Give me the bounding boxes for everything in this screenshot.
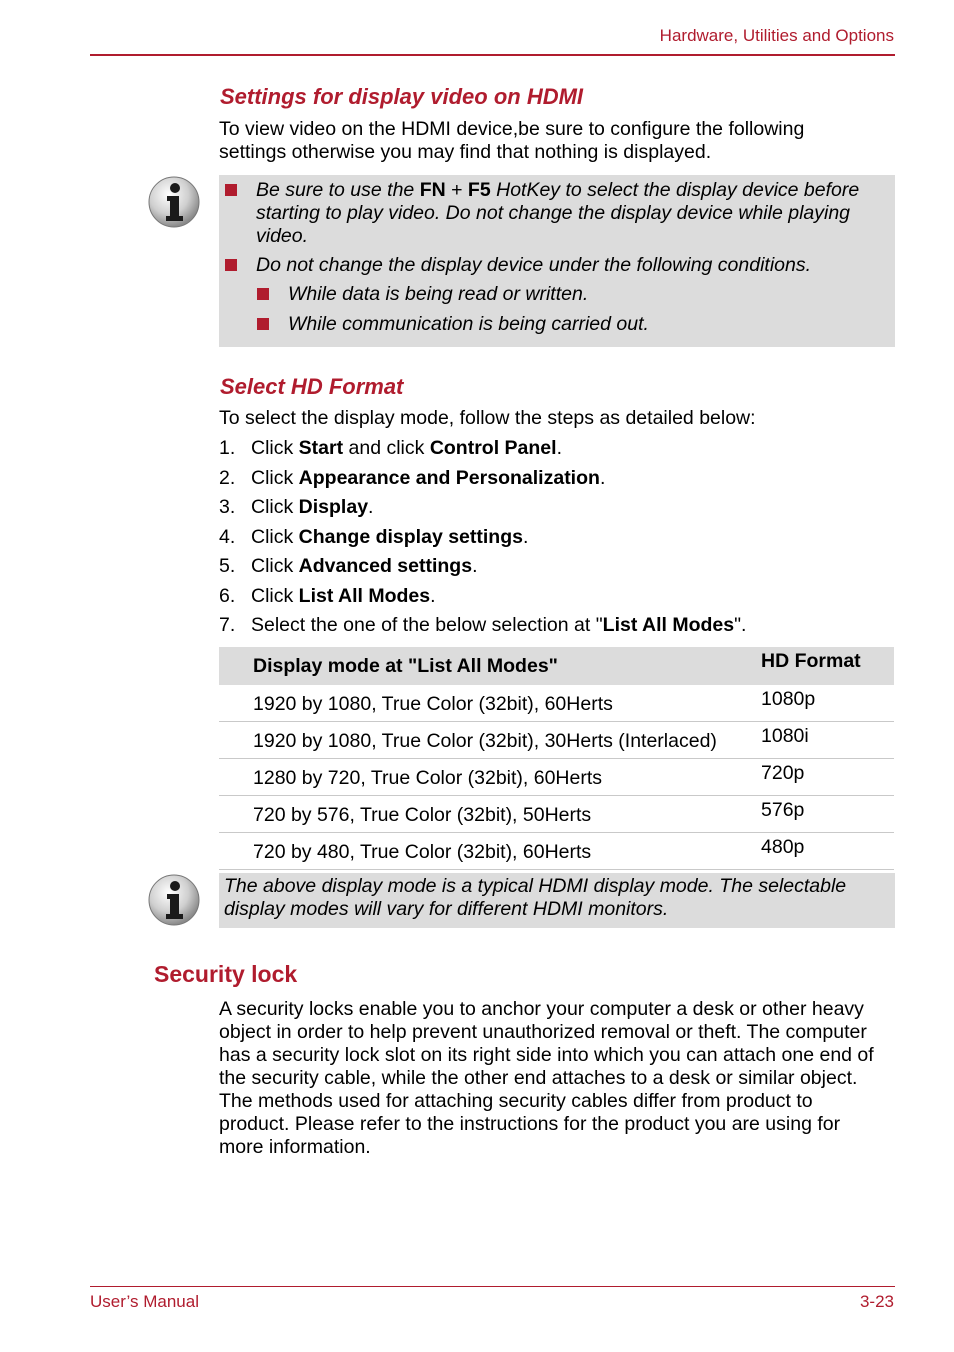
note-bullet: Do not change the display device under the following conditions. (256, 254, 812, 276)
security-line: has a security lock slot on its right side into which you can attach one end of (219, 1044, 874, 1066)
step-number: 7. (219, 614, 236, 636)
running-header: Hardware, Utilities and Options (659, 26, 894, 45)
hdmi-intro-line: To view video on the HDMI device,be sure to configure the following (219, 118, 805, 140)
table-cell: 1920 by 1080, True Color (32bit), 60Herts (219, 685, 761, 722)
table-row (219, 722, 894, 759)
security-line: the security cable, while the other end attaches to a desk or similar object. (219, 1067, 858, 1089)
security-line: more information. (219, 1136, 371, 1158)
step-fragment: and click (343, 437, 430, 459)
step-fragment: Select the one of the below selection at " (251, 614, 603, 636)
hd-format-intro: To select the display mode, follow the steps as detailed below: (219, 407, 756, 429)
table-cell: 720 by 480, True Color (32bit), 60Herts (219, 833, 761, 870)
footer-rule (90, 1286, 895, 1287)
f5-key: F5 (467, 179, 491, 201)
step-fragment: . (522, 525, 529, 548)
note-line: display modes will vary for different HDMI monitors. (224, 898, 669, 920)
note-text: Be sure to use the (256, 179, 420, 201)
footer-manual-title: User’s Manual (90, 1292, 199, 1311)
note-line: The above display mode is a typical HDMI display mode. The selectable (224, 875, 847, 897)
step-number: 5. (219, 555, 236, 577)
bullet-square (225, 259, 237, 271)
step-ui-term: Start (298, 437, 344, 459)
step-fragment: ". (734, 614, 747, 636)
step-fragment: . (556, 437, 562, 459)
step-fragment: . (430, 584, 436, 607)
info-icon (148, 874, 200, 926)
step-text (251, 437, 562, 460)
step-fragment: . (472, 555, 478, 577)
note-text: starting to play video. Do not change the display device while playing (256, 202, 851, 224)
note-text: HotKey to select the display device before (490, 179, 860, 201)
step-ui-term: Advanced settings (298, 555, 473, 577)
security-heading: Security lock (154, 961, 298, 987)
table-cell: 480p (761, 833, 894, 870)
bullet-square (225, 184, 237, 196)
table-cell: 1080p (761, 685, 894, 722)
security-line: A security locks enable you to anchor your computer a desk or other heavy (219, 998, 864, 1020)
table-cell: 1280 by 720, True Color (32bit), 60Herts (219, 759, 761, 796)
hdmi-intro (219, 118, 899, 164)
table-row (219, 685, 894, 722)
sub-bullet-square (257, 288, 269, 300)
security-line: object in order to help prevent unauthorized removal or theft. The computer (219, 1021, 867, 1043)
security-line: product. Please refer to the instructions for the product you are using for (219, 1113, 841, 1135)
hdmi-heading: Settings for display video on HDMI (220, 84, 584, 109)
table-header-cell: Display mode at "List All Modes" (219, 647, 761, 685)
table-row (219, 759, 894, 796)
security-paragraph (219, 998, 909, 1159)
display-mode-table (219, 647, 894, 870)
table-cell: 1920 by 1080, True Color (32bit), 30Herts (Interlaced) (219, 722, 761, 759)
hd-format-note-box (219, 873, 895, 928)
step-fragment: Click (251, 584, 299, 607)
table-row (219, 796, 894, 833)
step-text (251, 496, 373, 519)
note-text (224, 875, 846, 921)
hdmi-intro-line: settings otherwise you may find that nothing is displayed. (219, 141, 712, 163)
hd-format-heading: Select HD Format (220, 374, 404, 399)
fn-key: FN (419, 179, 446, 201)
header-rule (90, 54, 895, 56)
hdmi-note-box (219, 175, 895, 347)
page-number: 3-23 (859, 1292, 894, 1311)
table-header-row (219, 647, 894, 685)
step-ui-term: List All Modes (602, 614, 735, 636)
step-fragment: Click (251, 437, 299, 459)
step-fragment: Click (251, 496, 299, 518)
table-cell: 720 by 576, True Color (32bit), 50Herts (219, 796, 761, 833)
plus-sign: + (445, 179, 468, 201)
step-fragment: . (368, 496, 374, 518)
step-ui-term: Display (298, 496, 369, 518)
step-text (251, 467, 605, 490)
sub-bullet-square (257, 318, 269, 330)
note-sub-bullet: While data is being read or written. (288, 283, 589, 305)
table-cell: 576p (761, 796, 894, 833)
security-line: The methods used for attaching security cables differ from product to (219, 1090, 813, 1112)
step-fragment: Click (251, 466, 299, 489)
step-ui-term: List All Modes (298, 584, 431, 607)
note-bullet (256, 179, 896, 248)
step-ui-term: Appearance and Personalization (298, 466, 600, 489)
note-sub-bullet: While communication is being carried out. (288, 313, 649, 335)
step-ui-term: Change display settings (298, 525, 523, 548)
info-icon (148, 176, 200, 228)
step-ui-term: Control Panel (429, 437, 557, 459)
step-number: 6. (219, 584, 236, 607)
step-number: 4. (219, 525, 236, 548)
table-cell: 720p (761, 759, 894, 796)
note-text: video. (256, 225, 309, 247)
table-header-cell: HD Format (761, 647, 894, 685)
step-fragment: . (599, 466, 606, 489)
step-number: 1. (219, 437, 236, 459)
step-text (251, 585, 436, 608)
step-fragment: Click (251, 525, 299, 548)
table-cell: 1080i (761, 722, 894, 759)
table-row (219, 833, 894, 870)
steps-list (219, 437, 899, 637)
step-text (251, 555, 477, 578)
step-text (251, 614, 746, 637)
step-number: 3. (219, 496, 236, 518)
step-text (251, 526, 528, 549)
step-fragment: Click (251, 555, 299, 577)
step-number: 2. (219, 466, 236, 489)
